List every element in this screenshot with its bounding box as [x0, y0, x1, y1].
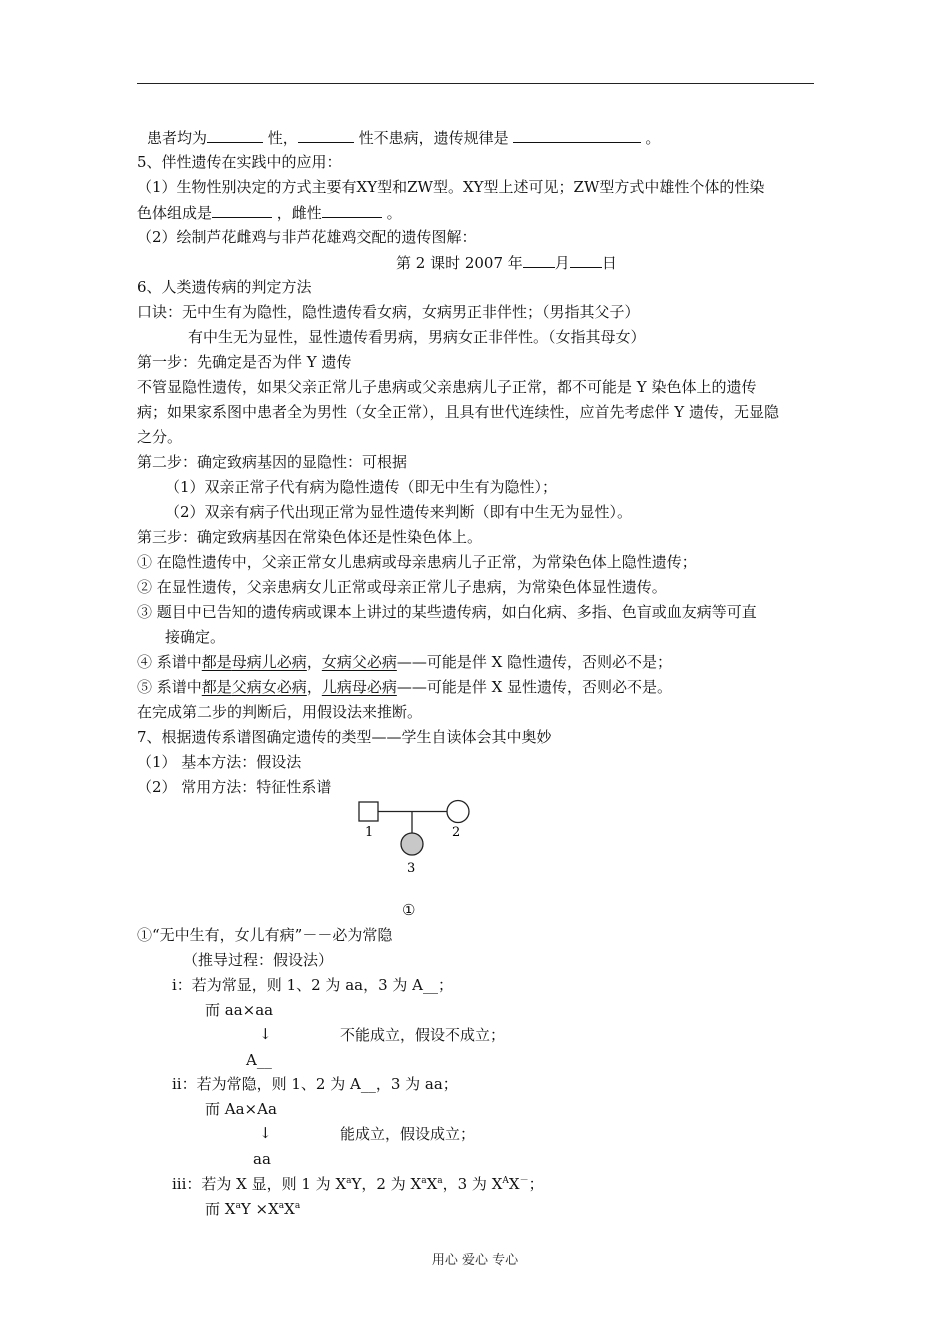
text: ④ 系谱中: [137, 653, 202, 671]
text: X: [426, 1175, 438, 1193]
section-7-heading: 7、根据遗传系谱图确定遗传的类型——学生自读体会其中奥妙: [137, 728, 552, 746]
text: iii：若为 X 显，则 1 为 X: [172, 1175, 347, 1193]
blank: [212, 203, 272, 218]
text: ，: [306, 653, 322, 671]
superscript: a: [437, 1176, 443, 1186]
text-line: （推导过程：假设法）: [183, 951, 334, 969]
header-rule: [137, 83, 814, 84]
text-line: 口诀：无中生有为隐性，隐性遗传看女病，女病男正非伴性；（男指其父子）: [137, 303, 640, 321]
text-line: ② 在显性遗传，父亲患病女儿正常或母亲正常儿子患病，为常染色体显性遗传。: [137, 578, 667, 596]
lesson-date: [396, 253, 617, 272]
text: Y ×X: [240, 1200, 279, 1218]
text-line: （2） 常用方法：特征性系谱: [137, 778, 332, 796]
text-line: 而 Aa×Aa: [205, 1100, 277, 1118]
superscript: a: [235, 1201, 241, 1211]
underlined-text: 都是: [201, 653, 232, 671]
superscript: a: [278, 1201, 285, 1211]
text: 。: [386, 204, 402, 222]
underlined-text: 母病儿必病: [231, 653, 307, 671]
text: ；: [528, 1175, 544, 1193]
female-affected-circle: [401, 833, 423, 855]
down-arrow: ↓: [259, 1025, 272, 1043]
text-line: 不管显隐性遗传，如果父亲正常儿子患病或父亲患病儿子正常，都不可能是 Y 染色体上的遗传: [137, 378, 757, 396]
text: ，: [306, 678, 322, 696]
text: 患者均为: [147, 129, 208, 147]
label-1: 1: [365, 825, 374, 840]
rule-x-recessive: [137, 653, 672, 671]
text-line: 第三步：确定致病基因在常染色体还是性染色体上。: [137, 528, 483, 546]
text-line: 第一步：先确定是否为伴 Y 遗传: [137, 353, 352, 371]
text: ，3 为 X: [442, 1175, 503, 1193]
underlined-text: 都是: [201, 678, 232, 696]
pedigree-caption: ①: [402, 901, 416, 919]
text-line: aa: [253, 1150, 271, 1168]
superscript: a: [421, 1176, 427, 1186]
label-3: 3: [407, 861, 416, 876]
blank: [523, 253, 555, 268]
text-line: 有中生无为显性，显性遗传看男病，男病女正非伴性。（女指其母女）: [188, 328, 646, 346]
superscript: a: [346, 1176, 352, 1186]
text-line: 病；如果家系图中患者全为男性（女全正常），且具有世代连续性，应首先考虑伴 Y 遗传，无显隐: [137, 403, 779, 421]
text: 而 X: [205, 1200, 236, 1218]
page-footer: 用心 爱心 专心: [431, 1253, 519, 1268]
text: X: [284, 1200, 295, 1218]
text: 日: [601, 254, 617, 272]
text: Y，2 为 X: [351, 1175, 422, 1193]
text: ——可能是伴 X 隐性遗传，否则必不是；: [396, 653, 673, 671]
rule-x-dominant: [137, 678, 672, 696]
text-line: ① 在隐性遗传中，父亲正常女儿患病或母亲患病儿子正常，为常染色体上隐性遗传；: [137, 553, 697, 571]
underlined-text: 父病女必病: [231, 678, 307, 696]
text-line: ii：若为常隐，则 1、2 为 A__，3 为 aa；: [172, 1075, 458, 1093]
text-line: （1） 基本方法：假设法: [137, 753, 302, 771]
pedigree-diagram: [350, 796, 480, 886]
text: 第 2 课时 2007 年: [396, 254, 523, 272]
text-line: （2）绘制芦花雌鸡与非芦花雄鸡交配的遗传图解：: [137, 228, 477, 246]
blank: [570, 253, 602, 268]
underlined-text: 女病父必病: [321, 653, 397, 671]
text-line: ①“无中生有，女儿有病”－－必为常隐: [137, 926, 393, 944]
text-line: [205, 1200, 300, 1218]
superscript: a: [294, 1201, 301, 1211]
superscript: A: [502, 1176, 509, 1186]
text-line: A__: [246, 1051, 272, 1069]
text: 性，: [267, 129, 298, 147]
section-5-heading: 5、伴性遗传在实践中的应用：: [137, 153, 342, 171]
blank: [513, 128, 641, 143]
text-line: 能成立，假设成立；: [340, 1125, 476, 1143]
text-line: ③ 题目中已告知的遗传病或课本上讲过的某些遗传病，如白化病、多指、色盲或血友病等可直: [137, 603, 757, 621]
blank: [298, 128, 354, 143]
text: X: [508, 1175, 520, 1193]
text-line: （2）双亲有病子代出现正常为显性遗传来判断（即有中生无为显性）。: [165, 503, 633, 521]
text-line: 而 aa×aa: [205, 1001, 274, 1019]
superscript: －: [519, 1176, 529, 1186]
text: ——可能是伴 X 显性遗传，否则必不是。: [396, 678, 673, 696]
section-6-heading: 6、人类遗传病的判定方法: [137, 278, 312, 296]
text-line: （1）双亲正常子代有病为隐性遗传（即无中生有为隐性）；: [165, 478, 558, 496]
blank: [207, 128, 263, 143]
text-line: [172, 1175, 544, 1193]
text-line: 接确定。: [165, 628, 226, 646]
text-line: i：若为常显，则 1、2 为 aa，3 为 A__；: [172, 976, 453, 994]
text: 性不患病，遗传规律是: [358, 129, 509, 147]
underlined-text: 儿病母必病: [321, 678, 397, 696]
male-unaffected-square: [359, 802, 378, 821]
female-unaffected-circle: [447, 801, 469, 823]
down-arrow: ↓: [259, 1124, 272, 1142]
text-line: 在完成第二步的判断后，用假设法来推断。: [137, 703, 423, 721]
label-2: 2: [452, 825, 461, 840]
blank: [322, 203, 382, 218]
text-line: [137, 203, 402, 222]
text-line: （1）生物性别决定的方式主要有XY型和ZW型。XY型上述可见；ZW型方式中雄性个体的性染: [137, 178, 765, 196]
text: 月: [554, 254, 570, 272]
text-line: 之分。: [137, 428, 183, 446]
text: ⑤ 系谱中: [137, 678, 202, 696]
text-line: 不能成立，假设不成立；: [340, 1026, 506, 1044]
text: 。: [645, 129, 661, 147]
line-affected-sex: [147, 128, 660, 147]
text: 色体组成是: [137, 204, 213, 222]
text-line: 第二步：确定致病基因的显隐性：可根据: [137, 453, 408, 471]
text: ，雌性: [276, 204, 322, 222]
